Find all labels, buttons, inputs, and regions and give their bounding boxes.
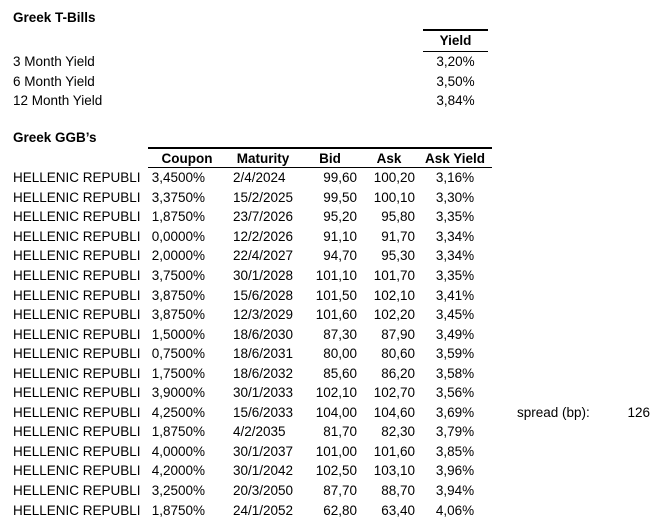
cell-coupon: 0,7500%	[151, 346, 205, 362]
tbills-section-title: Greek T-Bills	[13, 10, 96, 25]
cell-ask: 100,20	[373, 170, 415, 186]
tbill-row	[13, 72, 488, 92]
cell-maturity: 20/3/2050	[233, 483, 294, 499]
cell-bid: 87,70	[323, 483, 357, 499]
cell-ask-yield: 3,30%	[435, 189, 475, 205]
row-label: HELLENIC REPUBLI	[13, 170, 141, 186]
tbill-row	[13, 52, 488, 72]
cell-maturity: 18/6/2031	[233, 346, 294, 362]
table-row	[148, 383, 492, 403]
row-label: HELLENIC REPUBLI	[13, 228, 141, 244]
cell-coupon: 2,0000%	[151, 248, 205, 264]
row-label: HELLENIC REPUBLI	[13, 483, 141, 499]
cell-ask: 102,20	[373, 307, 415, 323]
table-row	[148, 461, 492, 481]
cell-ask-yield: 3,35%	[435, 268, 475, 283]
cell-ask: 86,20	[381, 365, 415, 381]
cell-bid: 81,70	[323, 424, 357, 440]
cell-ask: 101,60	[373, 443, 415, 459]
table-row	[148, 500, 492, 520]
table-row	[148, 442, 492, 462]
cell-maturity: 15/6/2033	[233, 404, 294, 420]
ggb-table-header	[148, 147, 492, 168]
col-header-ask: Ask	[376, 150, 402, 166]
cell-ask: 95,80	[381, 209, 415, 225]
ggb-section-title: Greek GGB’s	[13, 130, 97, 145]
table-row	[148, 188, 492, 208]
cell-ask: 91,70	[381, 228, 415, 244]
cell-maturity: 30/1/2028	[233, 268, 294, 283]
row-label: HELLENIC REPUBLI	[13, 365, 141, 381]
table-row	[148, 481, 492, 501]
cell-bid: 95,20	[323, 209, 357, 225]
cell-ask-yield: 3,16%	[435, 170, 475, 186]
tbill-label: 6 Month Yield	[13, 73, 95, 89]
row-label: HELLENIC REPUBLI	[13, 346, 141, 362]
spread-label: spread (bp):	[517, 405, 590, 420]
cell-ask-yield: 3,41%	[435, 287, 475, 303]
cell-ask: 80,60	[381, 346, 415, 362]
spread-annotation	[517, 403, 650, 423]
cell-maturity: 15/2/2025	[233, 189, 294, 205]
cell-ask-yield: 3,69%	[435, 404, 475, 420]
tbill-label: 3 Month Yield	[13, 54, 95, 70]
cell-ask: 100,10	[373, 189, 415, 205]
cell-bid: 104,00	[315, 404, 357, 420]
cell-coupon: 3,4500%	[151, 170, 205, 186]
cell-ask: 104,60	[373, 404, 415, 420]
cell-ask: 95,30	[381, 248, 415, 264]
cell-coupon: 4,0000%	[151, 443, 205, 459]
cell-ask: 87,90	[381, 326, 415, 342]
cell-bid: 99,50	[323, 189, 357, 205]
cell-maturity: 30/1/2033	[233, 385, 294, 401]
cell-coupon: 3,3750%	[151, 189, 205, 205]
col-header-ask-yield: Ask Yield	[424, 150, 486, 166]
cell-coupon: 4,2500%	[151, 404, 205, 420]
cell-coupon: 3,7500%	[151, 268, 205, 283]
row-label: HELLENIC REPUBLI	[13, 209, 141, 225]
cell-maturity: 18/6/2032	[233, 365, 294, 381]
cell-coupon: 1,5000%	[151, 326, 205, 342]
cell-maturity: 24/1/2052	[233, 502, 294, 518]
cell-maturity: 22/4/2027	[233, 248, 294, 264]
cell-ask-yield: 3,94%	[435, 483, 475, 499]
cell-ask: 102,70	[373, 385, 415, 401]
row-label: HELLENIC REPUBLI	[13, 404, 141, 420]
col-header-coupon: Coupon	[161, 150, 213, 166]
cell-bid: 99,60	[323, 170, 357, 186]
table-row	[148, 266, 492, 286]
cell-coupon: 0,0000%	[151, 228, 205, 244]
cell-bid: 94,70	[323, 248, 357, 264]
row-label: HELLENIC REPUBLI	[13, 463, 141, 479]
cell-bid: 101,00	[315, 443, 357, 459]
cell-maturity: 4/2/2035	[233, 424, 286, 440]
cell-maturity: 23/7/2026	[233, 209, 294, 225]
cell-bid: 101,60	[315, 307, 357, 323]
cell-maturity: 15/6/2028	[233, 287, 294, 303]
cell-ask-yield: 3,34%	[435, 248, 475, 264]
row-label: HELLENIC REPUBLI	[13, 287, 141, 303]
table-row	[148, 227, 492, 247]
cell-ask-yield: 3,56%	[435, 385, 475, 401]
cell-coupon: 3,9000%	[151, 385, 205, 401]
cell-bid: 102,50	[315, 463, 357, 479]
cell-coupon: 3,8750%	[151, 307, 205, 323]
cell-ask: 88,70	[381, 483, 415, 499]
cell-bid: 102,10	[315, 385, 357, 401]
cell-coupon: 1,7500%	[151, 365, 205, 381]
row-label: HELLENIC REPUBLI	[13, 189, 141, 205]
tbill-value: 3,84%	[436, 93, 475, 109]
cell-maturity: 30/1/2042	[233, 463, 294, 479]
ggb-row-labels	[13, 168, 141, 520]
cell-ask-yield: 3,45%	[435, 307, 475, 323]
cell-bid: 62,80	[323, 502, 357, 518]
row-label: HELLENIC REPUBLI	[13, 443, 141, 459]
tbill-value: 3,20%	[436, 54, 475, 70]
tbills-rows	[13, 52, 488, 111]
cell-coupon: 4,2000%	[151, 463, 205, 479]
tbill-value: 3,50%	[436, 73, 475, 89]
cell-bid: 91,10	[323, 228, 357, 244]
cell-ask: 101,70	[373, 268, 415, 283]
row-label: HELLENIC REPUBLI	[13, 307, 141, 323]
cell-ask-yield: 3,96%	[435, 463, 475, 479]
cell-bid: 101,50	[315, 287, 357, 303]
tbill-row	[13, 91, 488, 111]
cell-ask-yield: 3,49%	[435, 326, 475, 342]
cell-coupon: 3,8750%	[151, 287, 205, 303]
cell-maturity: 2/4/2024	[233, 170, 286, 186]
cell-ask: 82,30	[381, 424, 415, 440]
table-row	[148, 305, 492, 325]
ggb-table-body	[148, 168, 492, 520]
cell-ask-yield: 3,58%	[435, 365, 475, 381]
tbills-yield-column-header: Yield	[423, 29, 488, 52]
row-label: HELLENIC REPUBLI	[13, 248, 141, 264]
cell-maturity: 12/2/2026	[233, 228, 294, 244]
cell-coupon: 3,2500%	[151, 483, 205, 499]
cell-coupon: 1,8750%	[151, 424, 205, 440]
cell-coupon: 1,8750%	[151, 209, 205, 225]
cell-ask-yield: 3,85%	[435, 443, 475, 459]
table-row	[148, 207, 492, 227]
cell-ask-yield: 3,35%	[435, 209, 475, 225]
table-row	[148, 363, 492, 383]
cell-ask-yield: 3,34%	[435, 228, 475, 244]
row-label: HELLENIC REPUBLI	[13, 424, 141, 440]
cell-ask: 63,40	[381, 502, 415, 518]
table-row	[148, 422, 492, 442]
spread-value: 126	[627, 405, 650, 420]
table-row	[148, 168, 492, 188]
table-row	[148, 324, 492, 344]
row-label: HELLENIC REPUBLI	[13, 326, 141, 342]
table-row	[148, 246, 492, 266]
cell-ask: 102,10	[373, 287, 415, 303]
cell-ask-yield: 3,59%	[435, 346, 475, 362]
cell-bid: 85,60	[323, 365, 357, 381]
cell-bid: 101,10	[315, 268, 357, 283]
col-header-maturity: Maturity	[236, 150, 290, 166]
cell-maturity: 30/1/2037	[233, 443, 294, 459]
row-label: HELLENIC REPUBLI	[13, 502, 141, 518]
cell-ask: 103,10	[373, 463, 415, 479]
cell-bid: 80,00	[323, 346, 357, 362]
cell-maturity: 18/6/2030	[233, 326, 294, 342]
table-row	[148, 403, 492, 423]
row-label: HELLENIC REPUBLI	[13, 268, 141, 283]
row-label: HELLENIC REPUBLI	[13, 385, 141, 401]
cell-coupon: 1,8750%	[151, 502, 205, 518]
cell-ask-yield: 3,79%	[435, 424, 475, 440]
col-header-bid: Bid	[319, 150, 341, 166]
tbill-label: 12 Month Yield	[13, 93, 103, 109]
table-row	[148, 344, 492, 364]
cell-ask-yield: 4,06%	[435, 502, 475, 518]
cell-bid: 87,30	[323, 326, 357, 342]
table-row	[148, 285, 492, 305]
cell-maturity: 12/3/2029	[233, 307, 294, 323]
